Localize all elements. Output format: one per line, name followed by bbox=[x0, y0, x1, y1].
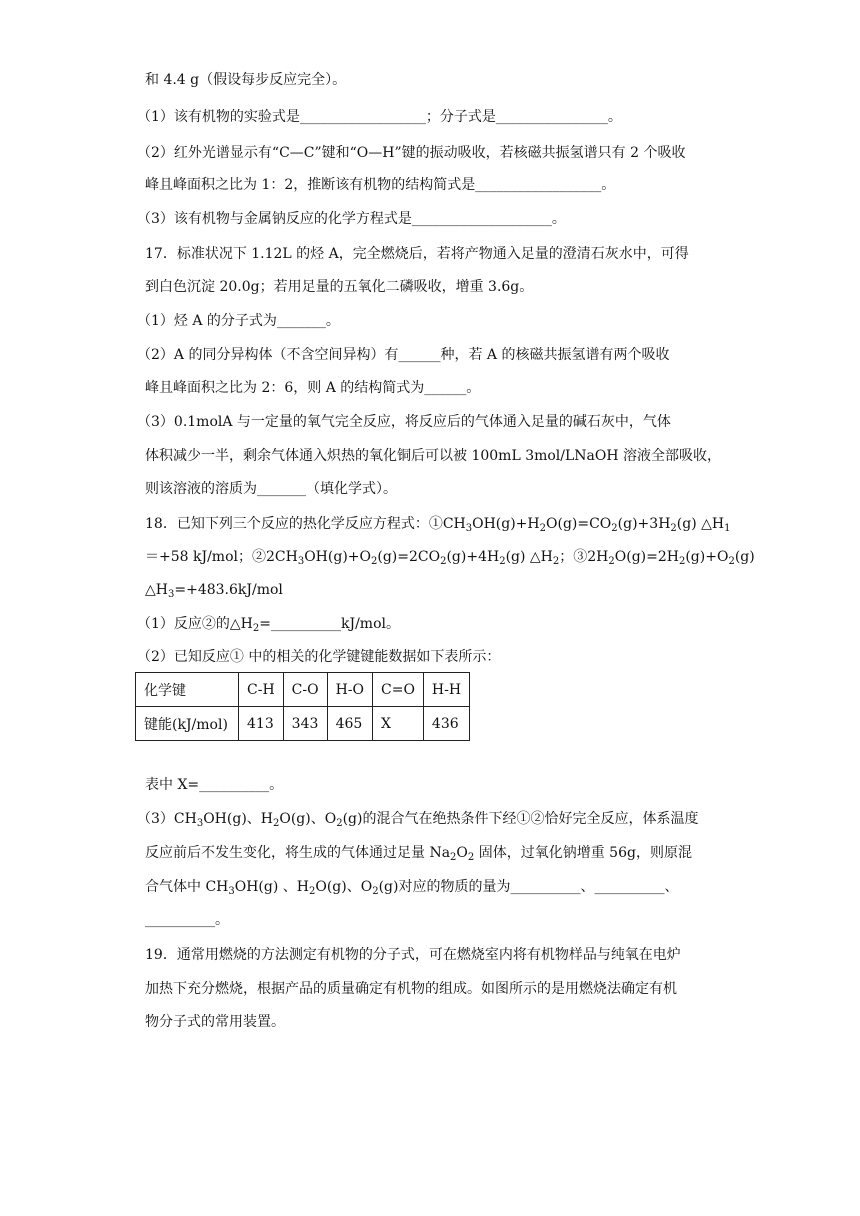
table-cell: 343 bbox=[283, 707, 327, 741]
table-cell: C-O bbox=[283, 673, 327, 707]
q18-stem-line3: $\triangle H_3=+483.6kJ$/mol bbox=[145, 582, 283, 600]
q17-part1: （1）烃 A 的分子式为_______。 bbox=[137, 313, 340, 329]
q17-part3-line2: 体积减少一半，剩余气体通入炽热的氧化铜后可以被 100mL 3mol/LNaOH 溶液全部吸收， bbox=[145, 448, 722, 464]
q17-part3-line1: （3）0.1molA 与一定量的氧气完全反应，将反应后的气体通入足量的碱石灰中，气体 bbox=[137, 414, 671, 430]
q18-stem-line1: 18．已知下列三个反应的热化学反应方程式：$①CH_3OH(g)+H_2O(g)=CO_2(g)+3H_2(g)$ $\triangle H_1$ bbox=[145, 516, 731, 534]
q16-part2-line1: （2）红外光谱显示有“C—C”键和“O—H”键的振动吸收，若核磁共振氢谱只有 2 个吸收 bbox=[137, 145, 686, 161]
q16-part2-line2: 峰且峰面积之比为 1：2，推断该有机物的结构简式是__________________。 bbox=[145, 177, 616, 193]
table-cell: C-H bbox=[239, 673, 284, 707]
table-cell: 465 bbox=[327, 707, 372, 741]
q17-part2-line2: 峰且峰面积之比为 2：6，则 A 的结构简式为______。 bbox=[145, 380, 481, 396]
q18-table-answer: 表中 X=__________。 bbox=[145, 777, 284, 793]
q18-part3-line4: __________。 bbox=[145, 912, 229, 928]
bond-energy-table bbox=[135, 672, 470, 741]
q19-stem-line1: 19．通常用燃烧的方法测定有机物的分子式，可在燃烧室内将有机物样品与纯氧在电炉 bbox=[145, 947, 681, 963]
q18-part3-line2: 反应前后不发生变化，将生成的气体通过足量 $Na_2O_2$ 固体，过氧化钠增重 56g，则原混 bbox=[145, 845, 692, 863]
table-cell: 化学键 bbox=[136, 673, 239, 707]
q17-part2-line1: （2）A 的同分异构体（不含空间异构）有______种，若 A 的核磁共振氢谱有两个吸收 bbox=[137, 347, 670, 363]
table-cell: 413 bbox=[239, 707, 284, 741]
q17-stem-line1: 17．标准状况下 1.12L 的烃 A，完全燃烧后，若将产物通入足量的澄清石灰水中，可得 bbox=[145, 246, 689, 262]
table-cell: H-H bbox=[423, 673, 469, 707]
q18-part3-line1: $(3)CH_3OH(g)$、$H_2O(g)$、$O_2(g)$的混合气在绝热条件下经①②恰好完全反应，体系温度 bbox=[137, 811, 699, 829]
q16-part1: （1）该有机物的实验式是__________________；分子式是________________。 bbox=[137, 109, 622, 125]
q18-stem-line2: ＝+58 kJ/mol；$②2CH_3OH(g)+O_2(g)=2CO_2(g)+4H_2(g)$ $\triangle H_2$；$③2H_2O(g)=2H_2(g)+O_2(g)$ bbox=[145, 549, 755, 567]
table-row bbox=[136, 673, 470, 707]
q19-stem-line3: 物分子式的常用装置。 bbox=[145, 1014, 285, 1030]
q19-stem-line2: 加热下充分燃烧，根据产品的质量确定有机物的组成。如图所示的是用燃烧法确定有机 bbox=[145, 981, 677, 997]
table-cell: 436 bbox=[423, 707, 469, 741]
q16-part3: （3）该有机物与金属钠反应的化学方程式是____________________。 bbox=[137, 211, 566, 227]
q17-part3-line3: 则该溶液的溶质为_______（填化学式）。 bbox=[145, 481, 397, 497]
table-cell: X bbox=[373, 707, 424, 741]
table-cell: H-O bbox=[327, 673, 372, 707]
table-cell: C=O bbox=[373, 673, 424, 707]
q18-part3-line3: 合气体中 $CH_3OH(g)$ 、$H_2O(g)$、$O_2(g)$对应的物质的量为__________、__________、 bbox=[145, 879, 679, 897]
table-row bbox=[136, 707, 470, 741]
q17-stem-line2: 到白色沉淀 20.0g；若用足量的五氧化二磷吸收，增重 3.6g。 bbox=[145, 279, 534, 295]
q18-part2: （2）已知反应① 中的相关的化学键键能数据如下表所示： bbox=[137, 649, 501, 665]
line-1: 和 4.4 g（假设每步反应完全）。 bbox=[145, 72, 347, 88]
q18-part1: （1）反应②的$\triangle H_2=\_\_\_\_\_\_\_\_\_\_kJ$/mol。 bbox=[137, 616, 400, 634]
table-cell: 键能(kJ/mol) bbox=[136, 707, 239, 741]
